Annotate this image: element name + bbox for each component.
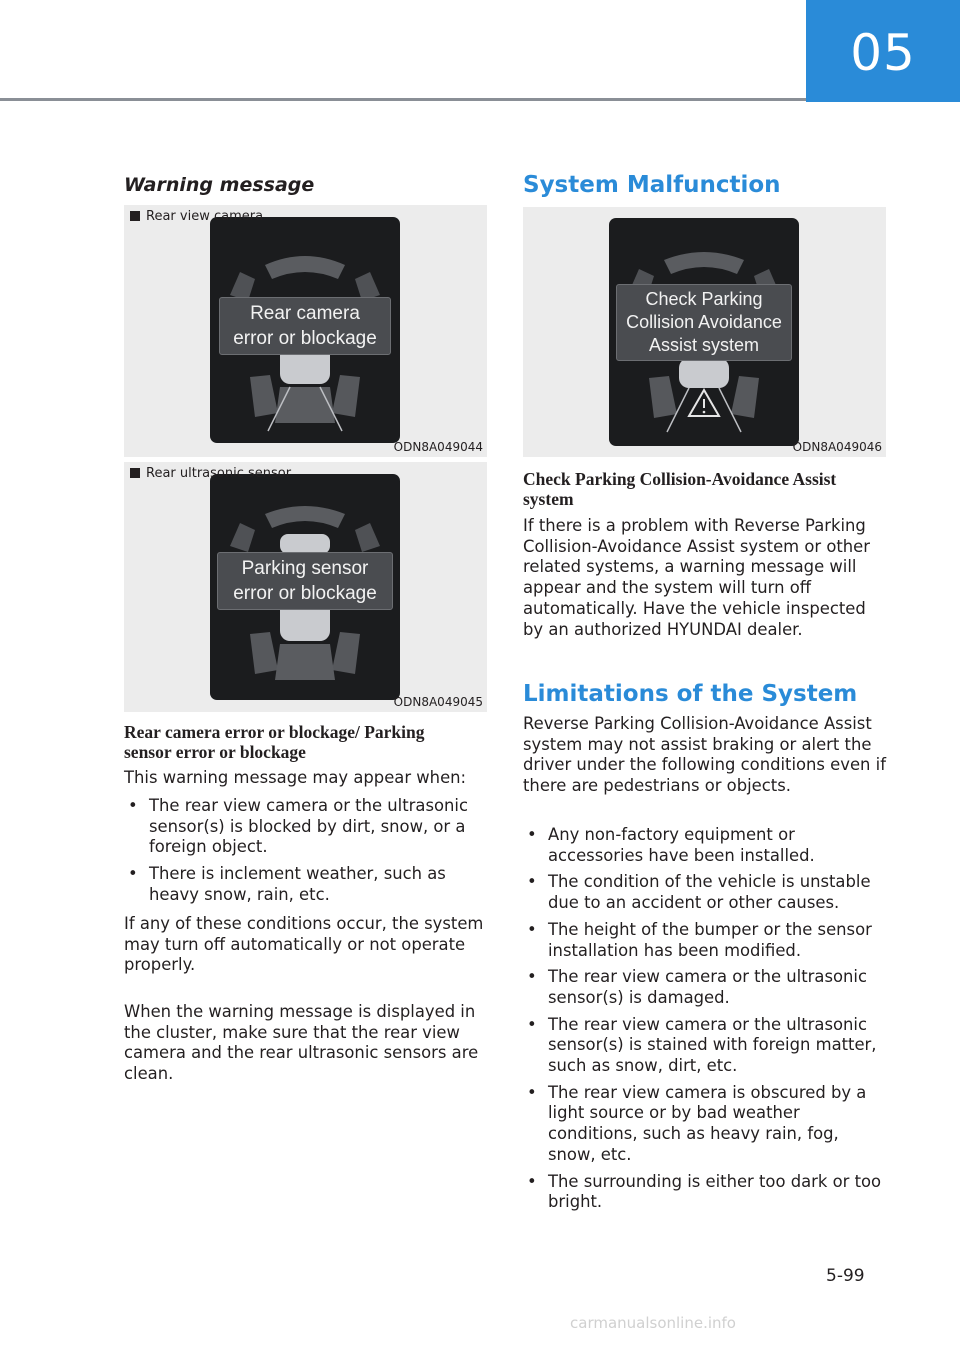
intro-text: This warning message may appear when:	[124, 768, 467, 787]
limitations-list	[523, 825, 886, 1219]
list-item: • The rear view camera is obscured by a light source or by bad weather conditions, such as heavy rain, fog, snow, etc.	[523, 1083, 886, 1166]
square-bullet-icon	[130, 468, 140, 478]
cluster-display	[609, 218, 799, 446]
condition-list	[124, 796, 487, 912]
paragraph: When the warning message is displayed in the cluster, make sure that the rear view camera and the rear ultrasonic sensors are clean.	[124, 1002, 479, 1084]
list-item: • The condition of the vehicle is unstable due to an accident or other causes.	[523, 872, 886, 913]
figure-code: ODN8A049046	[792, 440, 882, 454]
cluster-display	[210, 217, 400, 443]
paragraph: If any of these conditions occur, the system may turn off automatically or not operate properly.	[124, 914, 484, 975]
header-rule	[0, 98, 806, 101]
cluster-display	[210, 474, 400, 700]
subheading-check-parking: Check Parking Collision-Avoidance Assist system	[523, 469, 837, 509]
subheading-rear-camera-error: Rear camera error or blockage/ Parking sensor error or blockage	[124, 722, 425, 762]
list-item: • The rear view camera or the ultrasonic sensor(s) is blocked by dirt, snow, or a foreign object.	[124, 796, 487, 858]
section-heading-limitations: Limitations of the System	[523, 681, 858, 707]
list-item: • The rear view camera or the ultrasonic sensor(s) is stained with foreign matter, such as snow, dirt, etc.	[523, 1015, 886, 1077]
figure-code: ODN8A049044	[393, 440, 483, 454]
warning-message-box: Rear camera error or blockage	[219, 297, 391, 355]
list-item: • The surrounding is either too dark or too bright.	[523, 1172, 886, 1213]
section-heading-system-malfunction: System Malfunction	[523, 172, 781, 198]
chapter-tab: 05	[806, 0, 960, 102]
watermark: carmanualsonline.info	[570, 1314, 736, 1332]
list-item: • The height of the bumper or the sensor installation has been modified.	[523, 920, 886, 961]
figure-label: Rear view camera	[130, 209, 263, 224]
paragraph: If there is a problem with Reverse Parking Collision-Avoidance Assist system or other related systems, a warning message will appear and the system will turn off automatically. Have the vehicle inspected by an authorized HYUNDAI dealer.	[523, 516, 871, 639]
list-item: • The rear view camera or the ultrasonic sensor(s) is damaged.	[523, 967, 886, 1008]
warning-message-heading: Warning message	[124, 174, 315, 196]
figure-check-parking-system	[523, 207, 886, 457]
figure-rear-view-camera	[124, 205, 487, 457]
warning-message-box: Check Parking Collision Avoidance Assist system	[616, 284, 792, 361]
square-bullet-icon	[130, 211, 140, 221]
list-item: • There is inclement weather, such as heavy snow, rain, etc.	[124, 864, 487, 905]
warning-message-box: Parking sensor error or blockage	[217, 552, 393, 610]
paragraph: Reverse Parking Collision-Avoidance Assist system may not assist braking or alert the driver under the following conditions even if there are pedestrians or objects.	[523, 714, 886, 796]
figure-label: Rear ultrasonic sensor	[130, 466, 291, 481]
list-item: • Any non-factory equipment or accessories have been installed.	[523, 825, 886, 866]
figure-rear-ultrasonic-sensor	[124, 462, 487, 712]
figure-code: ODN8A049045	[393, 695, 483, 709]
page-number: 5-99	[826, 1266, 865, 1286]
